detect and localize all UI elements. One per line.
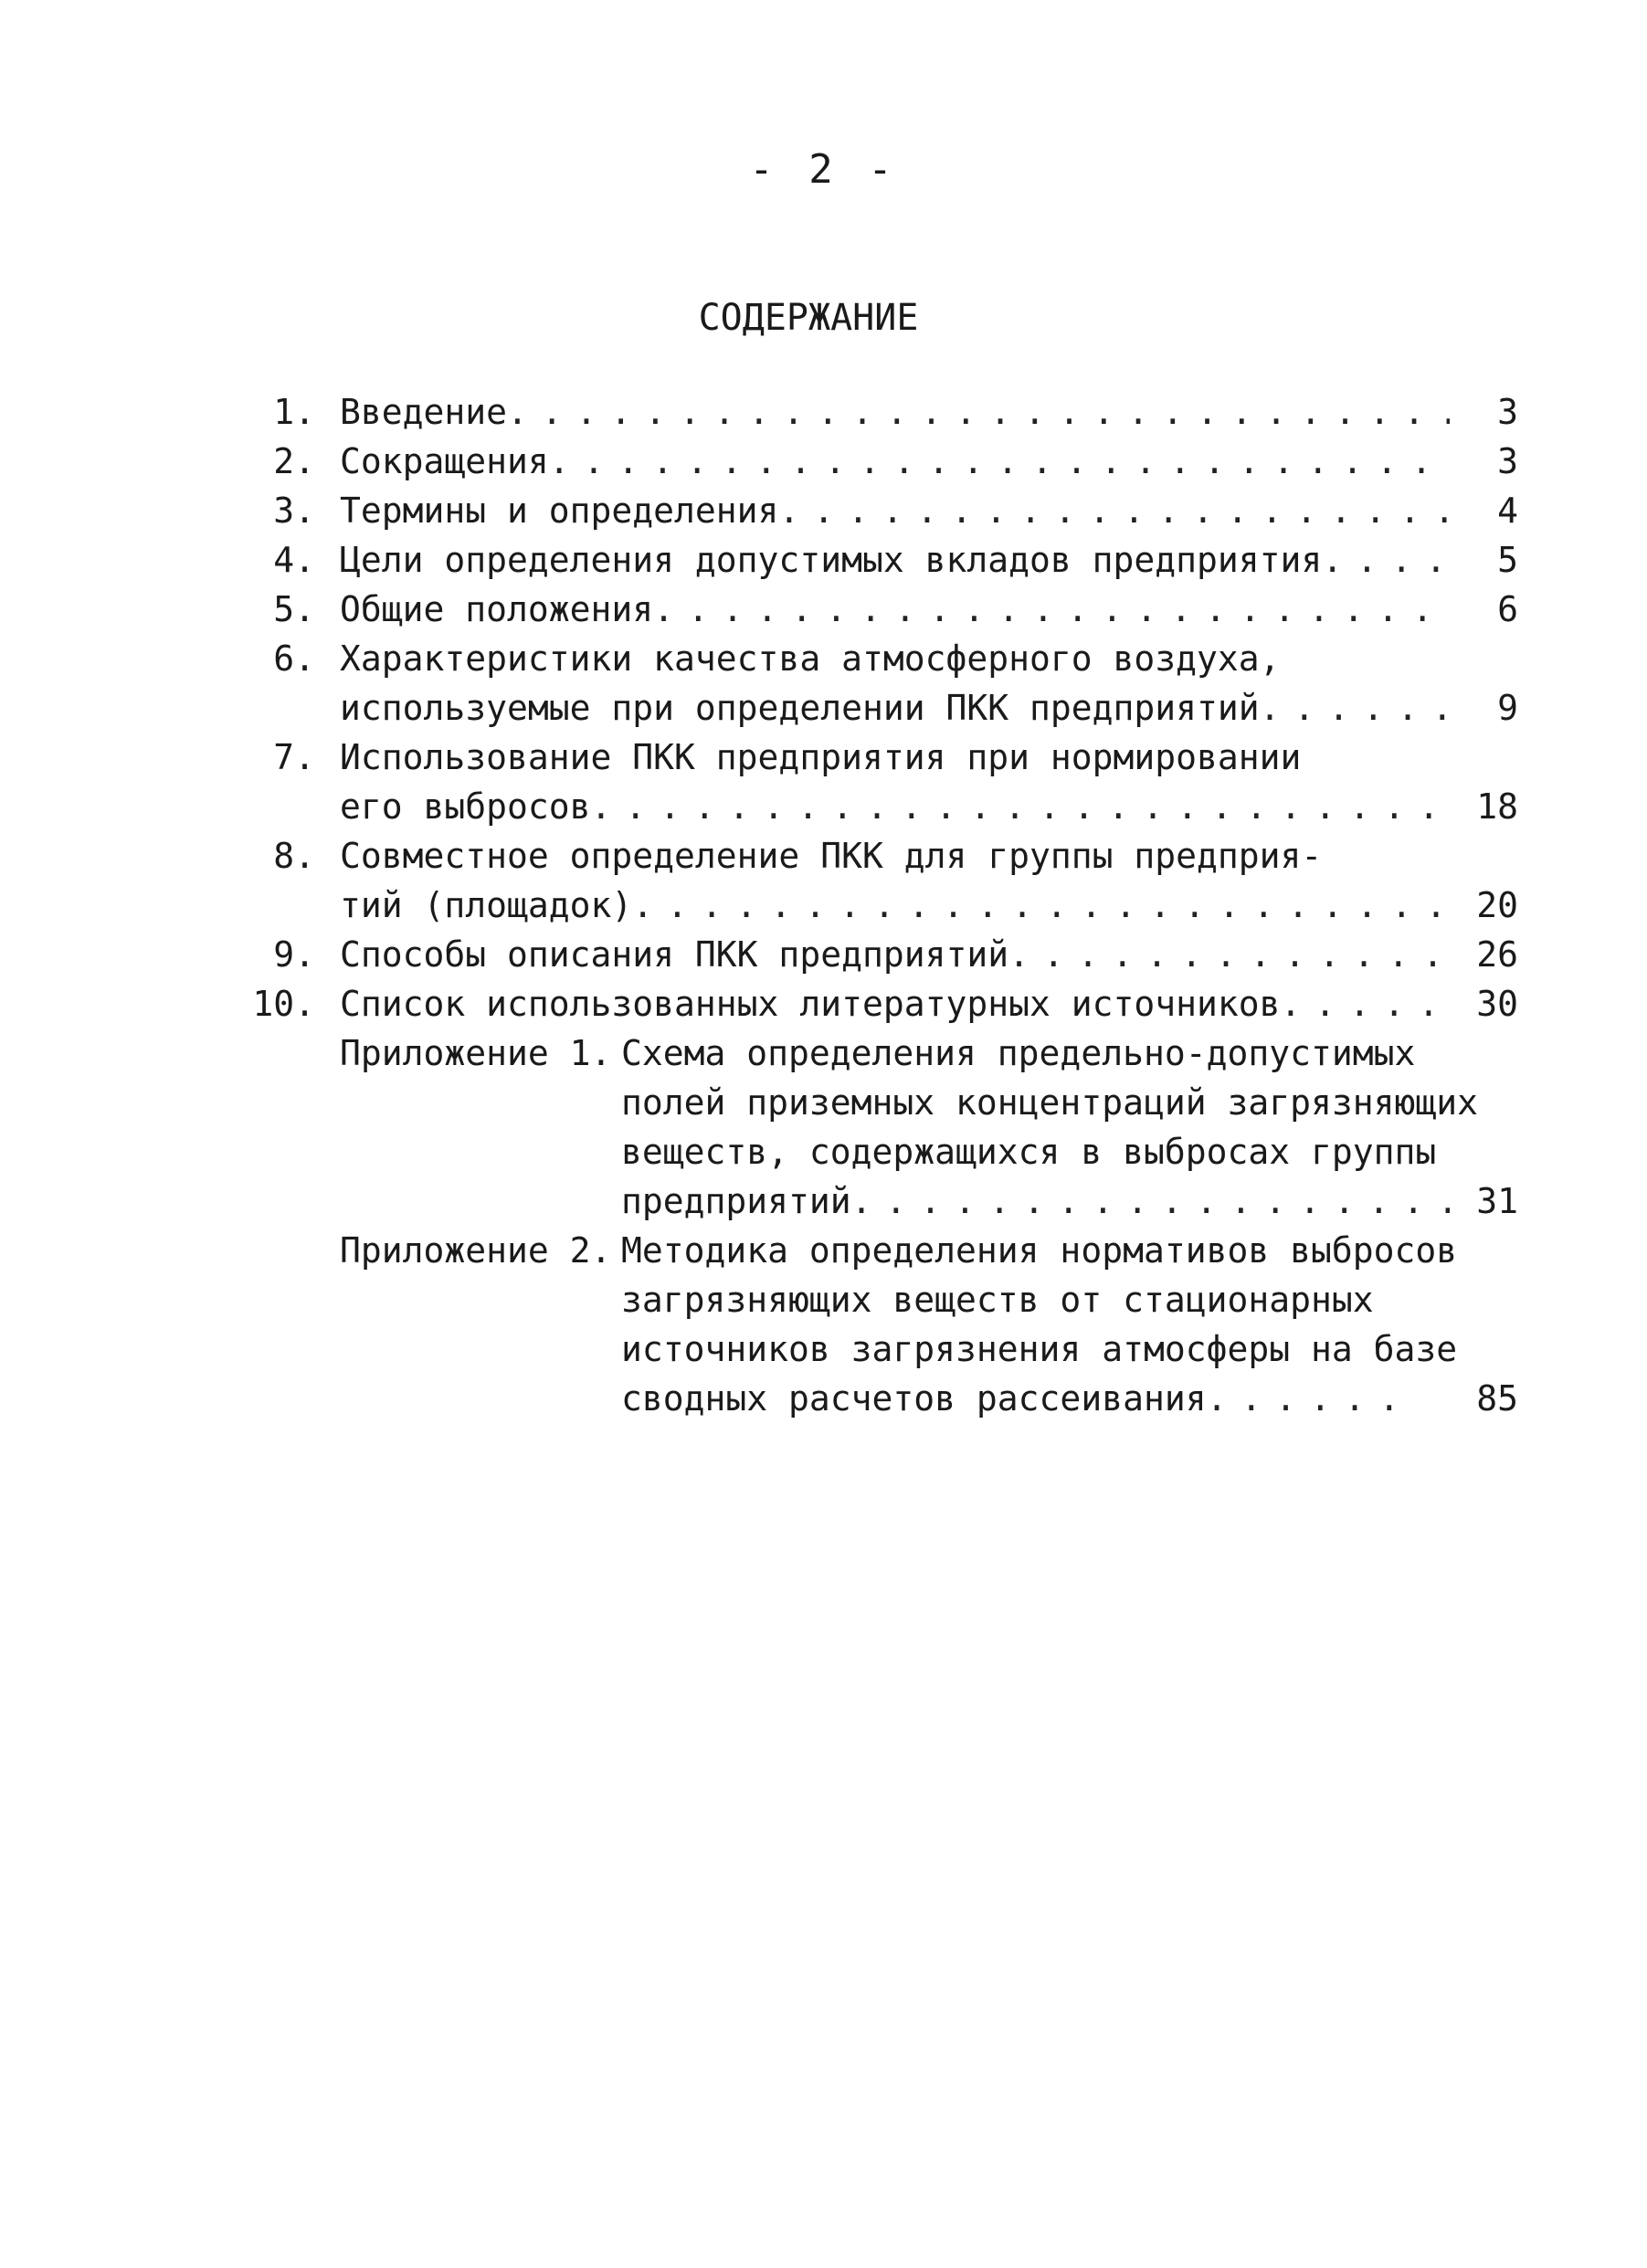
toc-item-page: 3 (1497, 441, 1518, 481)
toc-item-title: Список использованных литературных источников (340, 984, 1281, 1024)
toc-item-page: 18 (1476, 786, 1518, 827)
appendix-title-cont: предприятий (621, 1181, 851, 1221)
appendix-page: 85 (1476, 1378, 1518, 1419)
toc-item-line (340, 831, 1518, 881)
appendix-line (621, 1127, 1518, 1176)
toc-heading: СОДЕРЖАНИЕ (698, 297, 919, 339)
toc-item-number: 6. (273, 638, 315, 679)
toc-item (340, 979, 1518, 1029)
toc-item-page: 9 (1497, 688, 1518, 728)
toc-item-page: 20 (1476, 885, 1518, 925)
leader-dots (851, 1176, 1450, 1226)
toc-item-number: 5. (273, 589, 315, 629)
toc-item-title: Термины и определения (340, 491, 779, 531)
toc-item-number: 4. (273, 540, 315, 580)
leader-dots (591, 782, 1450, 831)
toc-item-title-cont: используемые при определении ПКК предприятий (340, 688, 1260, 728)
spacer (1408, 1374, 1450, 1423)
toc-item-number: 9. (273, 934, 315, 975)
appendix-line (621, 1226, 1518, 1275)
appendix-label: Приложение 2. (340, 1230, 612, 1271)
toc-item (340, 930, 1518, 979)
toc-item-title: Способы описания ПКК предприятий (340, 934, 1009, 975)
toc-item (340, 585, 1518, 634)
toc-item-title: Общие положения (340, 589, 654, 629)
appendix-title-cont: загрязняющих веществ от стационарных (621, 1280, 1374, 1320)
leader-dots (1008, 930, 1450, 979)
toc-item (340, 683, 1518, 733)
appendix-label: Приложение 1. (340, 1033, 612, 1073)
leader-dots (507, 387, 1450, 437)
toc-item-title: Сокращения (340, 441, 549, 481)
appendix-line (621, 1275, 1518, 1324)
toc-item-title-cont: его выбросов (340, 786, 591, 827)
appendix-title: Методика определения нормативов выбросов (621, 1230, 1458, 1271)
appendix-title-cont: источников загрязнения атмосферы на базе (621, 1329, 1458, 1369)
toc-item (340, 782, 1518, 831)
toc-item-page: 30 (1476, 984, 1518, 1024)
toc-item-page: 5 (1497, 540, 1518, 580)
toc-item (340, 535, 1518, 585)
leader-dots (1260, 683, 1450, 733)
appendix-title-cont: сводных расчетов рассеивания (621, 1378, 1207, 1419)
toc-item-page: 3 (1497, 392, 1518, 432)
toc-item (340, 881, 1518, 930)
toc-item-title: Введение (340, 392, 508, 432)
toc-item-number: 3. (273, 491, 315, 531)
toc-item-line (340, 733, 1518, 782)
toc-item-line (340, 634, 1518, 683)
leader-dots (632, 881, 1450, 930)
appendix-line (621, 1078, 1518, 1127)
appendix-line (621, 1029, 1518, 1078)
leader-dots (549, 437, 1450, 486)
toc-item-title: Цели определения допустимых вкладов предприятия (340, 540, 1323, 580)
toc-item (340, 437, 1518, 486)
leader-dots (1281, 979, 1450, 1029)
appendix-title-cont: полей приземных концентраций загрязняющих (621, 1082, 1478, 1123)
appendix-title: Схема определения предельно-допустимых (621, 1033, 1416, 1073)
toc-item-title: Использование ПКК предприятия при нормировании (340, 737, 1302, 777)
toc-item-title: Совместное определение ПКК для группы предприя- (340, 836, 1323, 876)
leader-dots (778, 486, 1450, 535)
leader-dots (653, 585, 1450, 634)
leader-dots (1207, 1374, 1408, 1423)
appendix-item (621, 1176, 1518, 1226)
toc-item-number: 2. (273, 441, 315, 481)
toc-item-title-cont: тий (площадок) (340, 885, 633, 925)
page-number: - 2 - (749, 146, 898, 193)
toc-item-number: 10. (252, 984, 315, 1024)
toc-item-page: 26 (1476, 934, 1518, 975)
toc-item-page: 4 (1497, 491, 1518, 531)
toc-item (340, 486, 1518, 535)
appendix-title-cont: веществ, содержащихся в выбросах группы (621, 1132, 1437, 1172)
toc-item-number: 1. (273, 392, 315, 432)
toc-item (340, 387, 1518, 437)
toc-item-title: Характеристики качества атмосферного воздуха, (340, 638, 1281, 679)
appendix-line (621, 1324, 1518, 1374)
toc-item-page: 6 (1497, 589, 1518, 629)
appendix-page: 31 (1476, 1181, 1518, 1221)
appendix-item (621, 1374, 1518, 1423)
toc-item-number: 7. (273, 737, 315, 777)
leader-dots (1322, 535, 1450, 585)
toc-item-number: 8. (273, 836, 315, 876)
